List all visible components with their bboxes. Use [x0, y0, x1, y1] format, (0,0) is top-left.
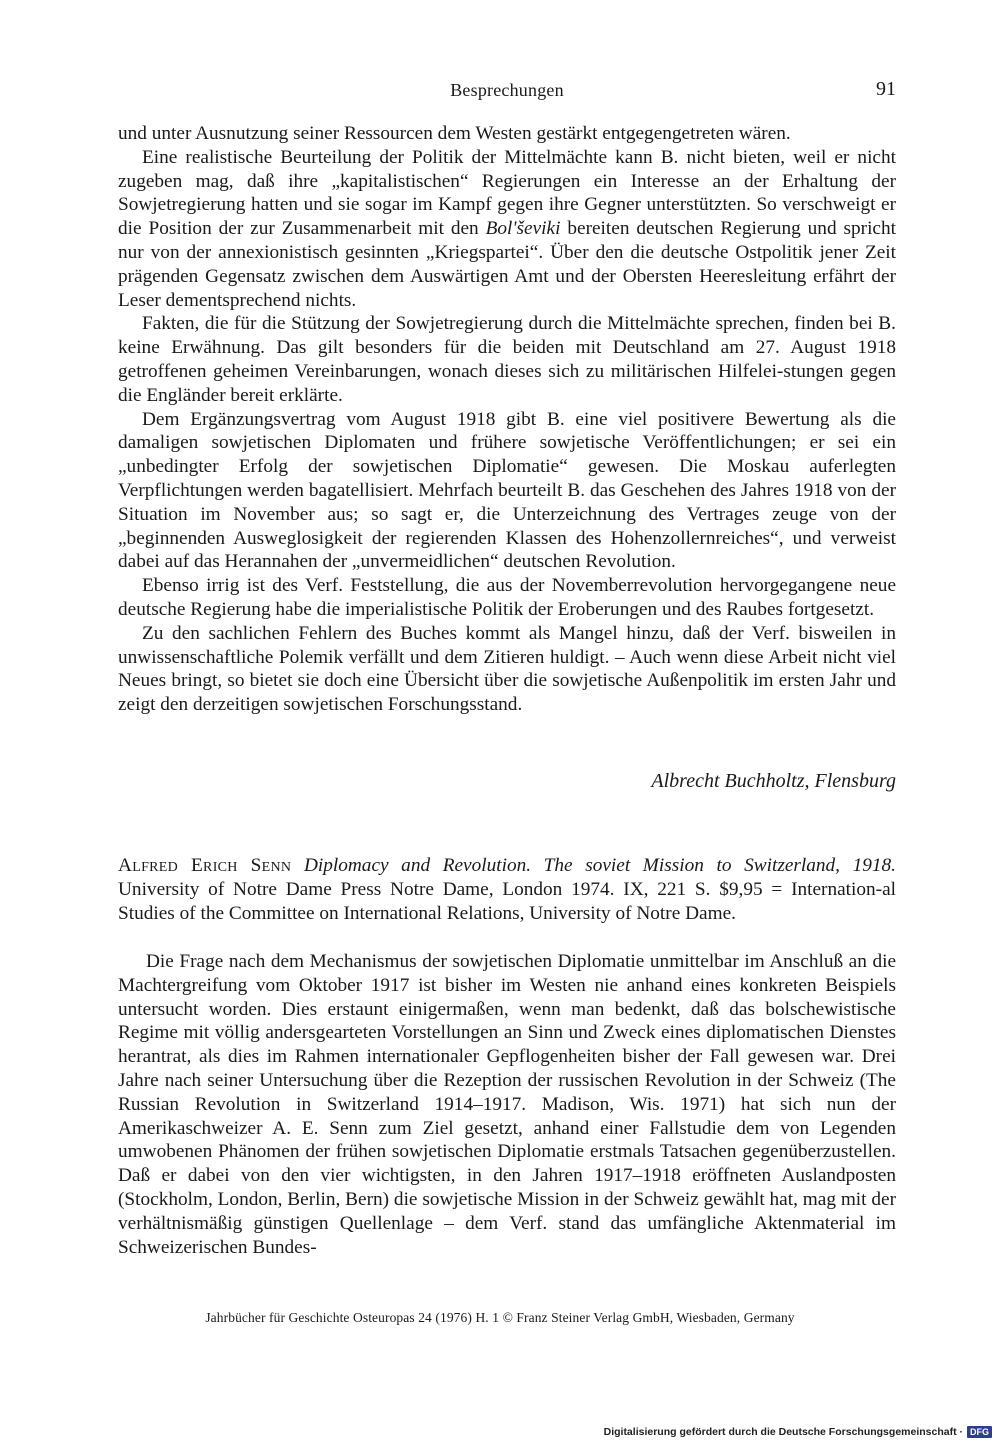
digitization-note: Digitalisierung gefördert durch die Deutsche Forschungsgemeinschaft ·: [603, 1426, 963, 1438]
running-head: Besprechungen: [450, 80, 564, 100]
review-continued: [118, 122, 896, 717]
paragraph-text: bereiten deutschen Regierung und spricht nur von der annexionistisch gesinnten „Kriegspartei“. Über den die deutsche Ostpolitik jener Zeit prägenden Gegensatz zwischen dem Auswärtigen Amt und der Obersten Heeresleitung erfährt der Leser dementsprechend nichts.: [118, 218, 896, 311]
paragraph: Ebenso irrig ist des Verf. Feststellung, die aus der Novemberrevolution hervorgegangene neue deutsche Regierung habe die imperialistische Politik der Eroberungen und des Raubes fortgesetzt.: [118, 575, 896, 620]
digitization-footer: [604, 1424, 992, 1440]
book-author: Alfred Erich Senn: [118, 855, 292, 876]
page-header: [118, 80, 896, 108]
journal-footer: Jahrbücher für Geschichte Osteuropas 24 (1976) H. 1 © Franz Steiner Verlag GmbH, Wiesbaden, Germany: [205, 1310, 795, 1325]
page-number: 91: [876, 78, 896, 100]
paragraph: und unter Ausnutzung seiner Ressourcen dem Westen gestärkt entgegengetreten wären.: [118, 123, 791, 144]
book-title: Diplomacy and Revolution. The soviet Mission to Switzerland, 1918.: [303, 855, 896, 876]
paragraph-text: Eine realistische Beurteilung der Politik der Mittelmächte kann B. nicht bieten, weil er nicht zugeben mag, daß ihre „kapitalistischen“ Regierungen ein Interesse an der Erhaltung der Sowjetregierung hatten und sie sogar im Kampf gegen ihre Gegner unterstützten. So verschweigt er die Position der zur Zusammenarbeit mit den: [118, 146, 896, 240]
bibliographic-entry: [118, 854, 896, 926]
paragraph: Die Frage nach dem Mechanismus der sowjetischen Diplomatie unmittelbar im Anschluß an die Machtergreifung vom Oktober 1917 ist bisher im Westen nie anhand eines konkreten Beispiels untersucht worden. Dies erstaunt einigermaßen, wenn man bedenkt, daß das bolschewistische Regime mit völlig andersgearteten Vorstellungen an Sinn und Zweck eines diplomatischen Dienstes herantrat, als dies im Rahmen internationaler Gepflogenheiten bisher der Fall gewesen war. Drei Jahre nach seiner Untersuchung über die Rezeption der russischen Revolution in der Schweiz (The Russian Revolution in Switzerland 1914–1917. Madison, Wis. 1971) hat sich nun der Amerikaschweizer A. E. Senn zum Ziel gesetzt, anhand einer Fallstudie dem von Legenden umwobenen Phänomen der frühen sowjetischen Diplomatie erstmals Tatsachen gegenüberzustellen. Daß er dabei von den vier wichtigsten, in den Jahren 1917–1918 eröffneten Auslandposten (Stockholm, London, Berlin, Bern) die sowjetische Mission in der Schweiz gewählt hat, mag mit der verhältnismäßig günstigen Quellenlage – dem Verf. stand das umfängliche Aktenmaterial im Schweizerischen Bundes-: [118, 951, 896, 1258]
dfg-logo-icon: DFG: [967, 1426, 992, 1438]
publication-details: University of Notre Dame Press Notre Dame, London 1974. IX, 221 S. $9,95 = Internation-al Studies of the Committee on International Relations, University of Notre Dame.: [118, 879, 896, 924]
paragraph: Fakten, die für die Stützung der Sowjetregierung durch die Mittelmächte sprechen, finden bei B. keine Erwähnung. Das gilt besonders für die beiden mit Deutschland am 27. August 1918 getroffenen geheimen Vereinbarungen, wonach dieses sich zu militärischen Hilfelei-stungen gegen die Engländer bereit erklärte.: [118, 313, 896, 406]
paragraph: Dem Ergänzungsvertrag vom August 1918 gibt B. eine viel positivere Bewertung als die damaligen sowjetischen Diplomaten und frühere sowjetische Veröffentlichungen; er sei ein „unbedingter Erfolg der sowjetischen Diplomatie“ gewesen. Die Moskau auferlegten Verpflichtungen werden bagatellisiert. Mehrfach beurteilt B. das Geschehen des Jahres 1918 von der Situation im November aus; so sagt er, die Unterzeichnung des Vertrages zeuge von der „beginnenden Ausweglosigkeit der regierenden Klassen des Hohenzollernreiches“, und verweist dabei auf das Herannahen der „unvermeidlichen“ deutschen Revolution.: [118, 408, 896, 573]
paragraph: Zu den sachlichen Fehlern des Buches kommt als Mangel hinzu, daß der Verf. bisweilen in unwissenschaftliche Polemik verfällt und dem Zitieren huldigt. – Auch wenn diese Arbeit nicht viel Neues bringt, so bietet sie doch eine Übersicht über die sowjetische Außenpolitik im ersten Jahr und zeigt den derzeitigen sowjetischen Forschungsstand.: [118, 622, 896, 716]
new-review: [118, 950, 896, 1259]
paragraph: [118, 146, 896, 313]
reviewer-signature: Albrecht Buchholtz, Flensburg: [651, 770, 896, 792]
emphasis-term: Bol'ševiki: [485, 218, 561, 240]
